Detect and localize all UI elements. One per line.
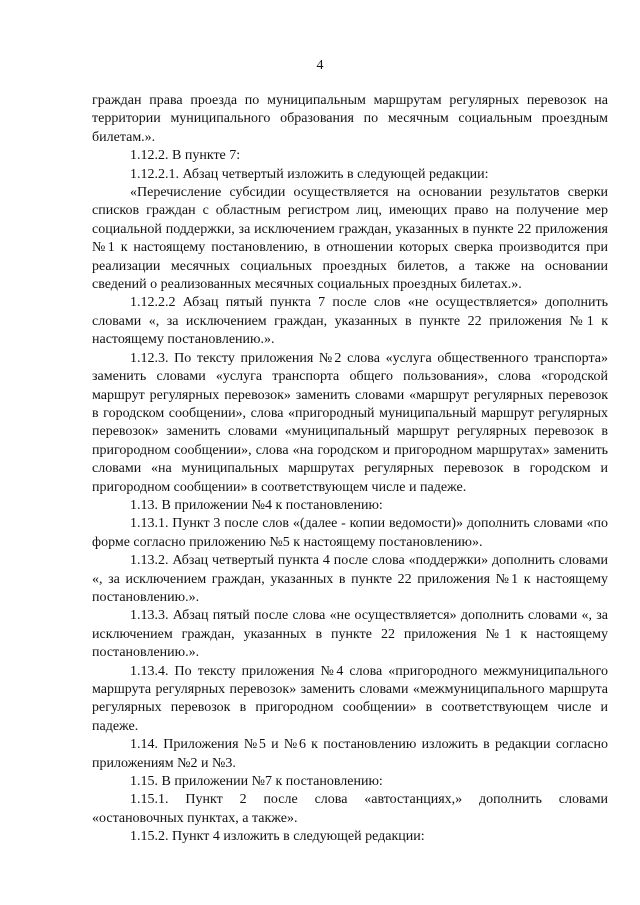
paragraph-1-15: 1.15. В приложении №7 к постановлению: <box>130 774 383 790</box>
paragraph-1-12-3: 1.12.3. По тексту приложения №2 слова «услуга общественного транспорта» заменить словами «услуга транспорта общего пользования», слова «городской маршрут регулярных перевозок» заменить словами «маршрут регулярных перевозок в городском сообщении», слова «пригородный муниципальный маршрут регулярных перевозок» заменить словами «муниципальный маршрут регулярных перевозок в пригородном сообщении», слова «на городском и пригородном маршрутах» заменить словами «на муниципальных маршрутах регулярных перевозок в городском и пригородном сообщении» в соответствующем числе и падеже. <box>92 350 608 495</box>
paragraph-quote-subsidy: «Перечисление субсидии осуществляется на основании результатов сверки списков граждан с областным регистром лиц, имеющих право на получение мер социальной поддержки, за исключением граждан, указанных в пункте 22 приложения №1 к настоящему постановлению, в отношении которых сверка производится при реализации месячных социальных проездных билетов, а также на основании сведений о реализованных месячных социальных проездных билетах.». <box>92 185 608 293</box>
page-number: 4 <box>316 58 324 73</box>
paragraph-1-12-2-1: 1.12.2.1. Абзац четвертый изложить в следующей редакции: <box>130 166 489 182</box>
paragraph-1-13-2: 1.13.2. Абзац четвертый пункта 4 после слова «поддержки» дополнить словами «, за исключением граждан, указанных в пункте 22 приложения №1 к настоящему постановлению.». <box>92 553 608 605</box>
paragraph-1-14: 1.14. Приложения №5 и №6 к постановлению изложить в редакции согласно приложениям №2 и №3. <box>92 737 608 771</box>
document-body <box>92 92 608 847</box>
paragraph-1-13-1: 1.13.1. Пункт 3 после слов «(далее - копии ведомости)» дополнить словами «по форме согласно приложению №5 к настоящему постановлению». <box>92 516 608 550</box>
paragraph-continuation: граждан права проезда по муниципальным маршрутам регулярных перевозок на территории муниципального образования по месячным социальным проездным билетам.». <box>92 93 608 145</box>
paragraph-1-13: 1.13. В приложении №4 к постановлению: <box>130 497 383 513</box>
paragraph-1-12-2: 1.12.2. В пункте 7: <box>130 148 241 164</box>
paragraph-1-12-2-2: 1.12.2.2 Абзац пятый пункта 7 после слов «не осуществляется» дополнить словами «, за исключением граждан, указанных в пункте 22 приложения №1 к настоящему постановлению.». <box>92 295 608 348</box>
paragraph-1-13-4: 1.13.4. По тексту приложения №4 слова «пригородного межмуниципального маршрута регулярных перевозок» заменить словами «межмуниципального маршрута регулярных перевозок в пригородном сообщении» в соответствующем числе и падеже. <box>92 663 608 734</box>
paragraph-1-15-2: 1.15.2. Пункт 4 изложить в следующей редакции: <box>130 829 425 845</box>
paragraph-1-15-1: 1.15.1. Пункт 2 после слова «автостанциях,» дополнить словами «остановочных пунктах, а также». <box>92 792 608 826</box>
paragraph-1-13-3: 1.13.3. Абзац пятый после слова «не осуществляется» дополнить словами «, за исключением граждан, указанных в пункте 22 приложения №1 к настоящему постановлению.». <box>92 608 608 661</box>
